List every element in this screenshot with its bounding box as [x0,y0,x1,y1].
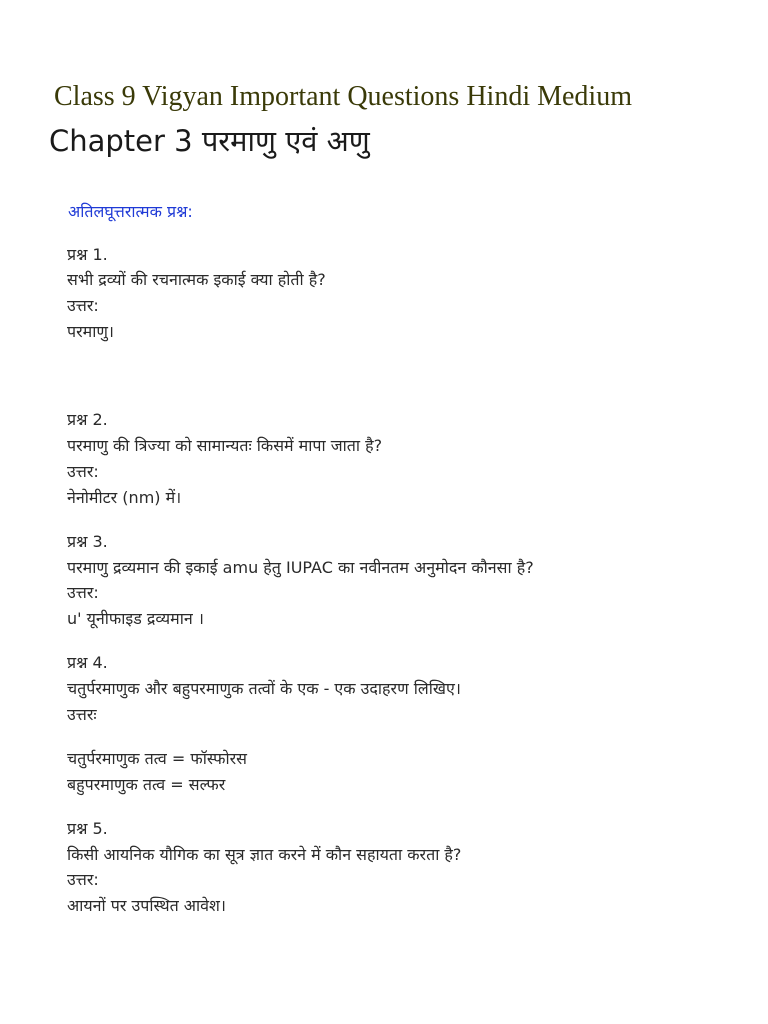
answer-5-text: आयनों पर उपस्थित आवेश। [67,896,226,915]
answer-1-label: उत्तर: [67,296,99,315]
answer-2-text: नेनोमीटर (nm) में। [67,488,182,507]
answer-4-line-2: बहुपरमाणुक तत्व = सल्फर [67,775,226,794]
chapter-title: Chapter 3 परमाणु एवं अणु [49,124,370,158]
answer-1-text: परमाणु। [67,322,114,341]
question-4-text: चतुर्परमाणुक और बहुपरमाणुक तत्वों के एक - एक उदाहरण लिखिए। [67,679,461,698]
answer-4-label: उत्तरः [67,705,97,724]
question-2-text: परमाणु की त्रिज्या को सामान्यतः किसमें मापा जाता है? [67,436,383,455]
question-2-label: प्रश्न 2. [67,410,108,429]
question-4-label: प्रश्न 4. [67,653,108,672]
answer-5-label: उत्तर: [67,870,99,889]
page-title: Class 9 Vigyan Important Questions Hindi Medium [54,81,632,112]
question-3-text: परमाणु द्रव्यमान की इकाई amu हेतु IUPAC का नवीनतम अनुमोदन कौनसा है? [67,558,534,577]
answer-4-line-1: चतुर्परमाणुक तत्व = फॉस्फोरस [67,749,247,768]
question-5-text: किसी आयनिक यौगिक का सूत्र ज्ञात करने में कौन सहायता करता है? [67,845,462,864]
question-1-text: सभी द्रव्यों की रचनात्मक इकाई क्या होती है? [67,270,326,289]
section-heading: अतिलघूत्तरात्मक प्रश्न: [68,202,193,221]
answer-2-label: उत्तर: [67,462,99,481]
answer-3-text: u' यूनीफाइड द्रव्यमान । [67,609,204,628]
question-3-label: प्रश्न 3. [67,532,108,551]
question-5-label: प्रश्न 5. [67,819,108,838]
answer-3-label: उत्तर: [67,583,99,602]
question-1-label: प्रश्न 1. [67,245,108,264]
